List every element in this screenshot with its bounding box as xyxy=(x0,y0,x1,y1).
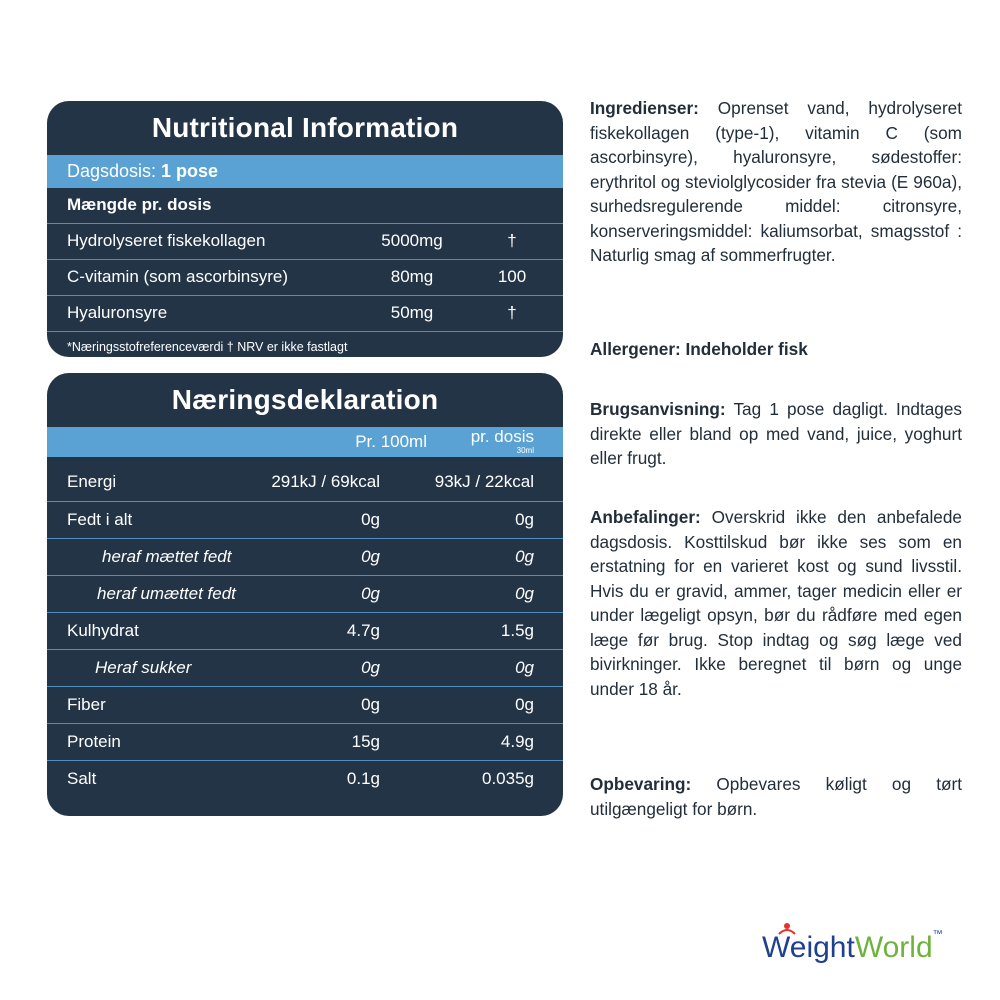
daily-dose-label: Dagsdosis: xyxy=(67,161,162,181)
table-row xyxy=(47,724,563,761)
nrv-footnote: *Næringsstofreferenceværdi † NRV er ikke fastlagt xyxy=(67,340,348,354)
daily-dose-value: 1 pose xyxy=(161,161,219,181)
naering-column-header xyxy=(47,427,563,457)
col-dose-header xyxy=(471,428,534,455)
ingredients-paragraph xyxy=(590,96,962,268)
row-dose: 0.035g xyxy=(482,769,534,788)
col-dose-label: pr. dosis xyxy=(470,427,534,446)
nutrient-nrv: 100 xyxy=(497,267,527,286)
usage-text: Tag 1 pose dagligt. Indtages direkte eller bland op med vand, juice, yoghurt eller frugt. xyxy=(590,399,962,468)
storage-label: Opbevaring: xyxy=(590,774,692,794)
row-per100: 15g xyxy=(351,732,380,751)
row-label: heraf umættet fedt xyxy=(97,584,236,603)
row-dose: 0g xyxy=(515,584,534,603)
row-label: Heraf sukker xyxy=(95,658,192,677)
amount-header: Mængde pr. dosis xyxy=(67,195,212,214)
row-label: Kulhydrat xyxy=(67,621,139,640)
nutrient-amount: 80mg xyxy=(390,267,434,286)
weightworld-logo xyxy=(762,928,943,968)
recommendations-label: Anbefalinger: xyxy=(590,507,701,527)
recommendations-paragraph xyxy=(590,505,962,701)
allergens-paragraph xyxy=(590,337,962,362)
row-label: Energi xyxy=(67,472,117,491)
nutrient-row xyxy=(47,260,563,296)
row-per100: 0g xyxy=(361,695,380,714)
nutrition-title: Nutritional Information xyxy=(151,112,459,143)
storage-text: Opbevares køligt og tørt utilgængeligt for børn. xyxy=(590,774,962,819)
row-dose: 0g xyxy=(515,510,534,529)
nutrient-nrv: † xyxy=(507,231,517,250)
table-row xyxy=(47,457,563,502)
row-per100: 0g xyxy=(361,547,380,566)
row-dose: 0g xyxy=(515,658,534,677)
nutrient-name: C-vitamin (som ascorbinsyre) xyxy=(67,267,289,286)
row-dose: 0g xyxy=(515,695,534,714)
logo-trademark: ™ xyxy=(932,929,943,940)
ingredients-label: Ingredienser: xyxy=(590,98,699,118)
daily-dose-row xyxy=(47,155,563,188)
row-dose: 0g xyxy=(515,547,534,566)
allergens-text: Indeholder fisk xyxy=(680,339,808,359)
storage-paragraph xyxy=(590,772,962,821)
nutrient-nrv: † xyxy=(507,303,517,322)
recommendations-text: Overskrid ikke den anbefalede dagsdosis. Kosttilskud bør ikke ses som en erstatning for en varieret kost og sund livsstil. Hvis du er gravid, ammer, tager medicin eller er under lægeligt opsyn, bør du rådføre med egen læge før brug. Stop indtag og søg læge ved bivirkninger. Ikke beregnet til børn og unge under 18 år. xyxy=(590,507,962,699)
row-per100: 291kJ / 69kcal xyxy=(271,472,380,491)
nutrient-amount: 5000mg xyxy=(381,231,443,250)
ingredients-text: Oprenset vand, hydrolyseret fiskekollagen (type-1), vitamin C (som ascorbinsyre), hyaluronsyre, sødestoffer: erythritol og steviolglycosider fra stevia (E 960a), surhedsregulerende middel: citronsyre, konserveringsmiddel: kaliumsorbat, smagsstof : Naturlig smag af sommerfrugter. xyxy=(590,98,962,265)
nutrient-row xyxy=(47,224,563,260)
row-per100: 4.7g xyxy=(346,621,380,640)
naering-title: Næringsdeklaration xyxy=(171,384,439,415)
table-row xyxy=(47,761,563,797)
table-row xyxy=(47,687,563,724)
naeringsdeklaration-panel xyxy=(47,373,563,816)
allergens-label: Allergener: xyxy=(590,339,681,359)
logo-weight: Weight xyxy=(762,931,855,964)
usage-paragraph xyxy=(590,397,962,471)
table-row xyxy=(47,650,563,687)
row-dose: 1.5g xyxy=(500,621,534,640)
table-row xyxy=(47,576,563,613)
nutrient-row xyxy=(47,296,563,332)
nutrient-amount: 50mg xyxy=(390,303,434,322)
amount-header-row xyxy=(47,188,563,224)
row-label: Fedt i alt xyxy=(67,510,133,529)
col-dose-sub: 30ml xyxy=(516,446,534,455)
nutritional-information-panel xyxy=(47,101,563,357)
row-label: heraf mættet fedt xyxy=(102,547,232,566)
row-dose: 4.9g xyxy=(500,732,534,751)
row-label: Salt xyxy=(67,769,97,788)
nutrient-name: Hyaluronsyre xyxy=(67,303,168,322)
col-per100-header: Pr. 100ml xyxy=(355,432,427,451)
table-row xyxy=(47,539,563,576)
usage-label: Brugsanvisning: xyxy=(590,399,726,419)
table-row xyxy=(47,613,563,650)
row-label: Protein xyxy=(67,732,121,751)
logo-world: World xyxy=(854,931,933,964)
row-dose: 93kJ / 22kcal xyxy=(434,472,534,491)
table-row xyxy=(47,502,563,539)
nutrient-name: Hydrolyseret fiskekollagen xyxy=(67,231,266,250)
row-per100: 0g xyxy=(361,658,380,677)
row-per100: 0g xyxy=(361,510,380,529)
row-label: Fiber xyxy=(67,695,106,714)
row-per100: 0.1g xyxy=(346,769,380,788)
row-per100: 0g xyxy=(361,584,380,603)
